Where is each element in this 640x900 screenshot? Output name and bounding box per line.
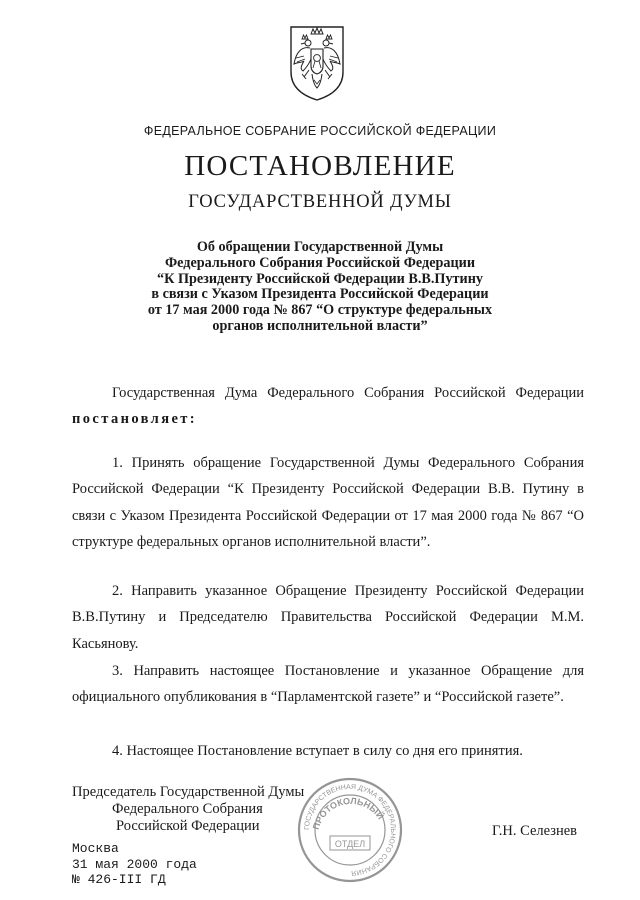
resolves-word: постановляет: bbox=[72, 411, 198, 428]
stamp-label: ПРОТОКОЛЬНЫЙ bbox=[310, 795, 386, 831]
preamble-text: Государственная Дума Федерального Собрания Российской Федерации bbox=[112, 385, 584, 401]
stamp-center-text: ОТДЕЛ bbox=[334, 839, 366, 849]
signatory-title-line: Федерального Собрания bbox=[112, 801, 263, 817]
resolution-item-4: 4. Настоящее Постановление вступает в силу со дня его принятия. bbox=[112, 743, 523, 759]
registration-number: № 426-III ГД bbox=[72, 872, 166, 887]
registration-block bbox=[72, 841, 197, 888]
document-type: ПОСТАНОВЛЕНИЕ bbox=[184, 150, 456, 182]
document-issuer: ГОСУДАРСТВЕННОЙ ДУМЫ bbox=[188, 192, 452, 212]
resolution-item-1: 1. Принять обращение Государственной Думы Федерального Собрания Российской Федерации “К Президенту Российской Федерации В.В. Путину в связи с Указом Президента Российской Федерации от 17 мая 2000 года № 867 “О структуре федеральных органов исполнительной власти”. bbox=[72, 455, 584, 550]
document-subject bbox=[100, 240, 540, 335]
stamp-ring-text: ГОСУДАРСТВЕННАЯ ДУМА ФЕДЕРАЛЬНОГО СОБРАНИЯ bbox=[303, 783, 397, 877]
subject-line: от 17 мая 2000 года № 867 “О структуре федеральных bbox=[147, 302, 493, 319]
registration-date: 31 мая 2000 года bbox=[72, 856, 197, 872]
registration-city: Москва bbox=[72, 841, 119, 856]
signatory-title bbox=[72, 784, 322, 835]
round-stamp-icon bbox=[296, 776, 404, 884]
resolution-item-3: 3. Направить настоящее Постановление и указанное Обращение для официального опубликования в “Парламентской газете” и “Российской газете”. bbox=[72, 663, 584, 706]
subject-line: Об обращении Государственной Думы bbox=[196, 239, 444, 255]
signatory-title-line: Российской Федерации bbox=[116, 818, 260, 834]
preamble-paragraph bbox=[72, 380, 584, 433]
subject-line: в связи с Указом Президента Российской Федерации bbox=[151, 286, 489, 303]
russian-coat-of-arms-icon bbox=[284, 22, 350, 102]
signatory-name: Г.Н. Селезнев bbox=[492, 823, 577, 839]
subject-line: органов исполнительной власти” bbox=[212, 317, 428, 334]
assembly-name: ФЕДЕРАЛЬНОЕ СОБРАНИЕ РОССИЙСКОЙ ФЕДЕРАЦИИ bbox=[143, 124, 497, 138]
resolution-item-2: 2. Направить указанное Обращение Президенту Российской Федерации В.В.Путину и Председателю Правительства Российской Федерации М.М. Касьянову. bbox=[72, 583, 584, 652]
signatory-title-line: Председатель Государственной Думы bbox=[72, 784, 305, 800]
subject-line: “К Президенту Российской Федерации В.В.Путину bbox=[157, 270, 483, 287]
subject-line: Федерального Собрания Российской Федерации bbox=[164, 254, 476, 271]
